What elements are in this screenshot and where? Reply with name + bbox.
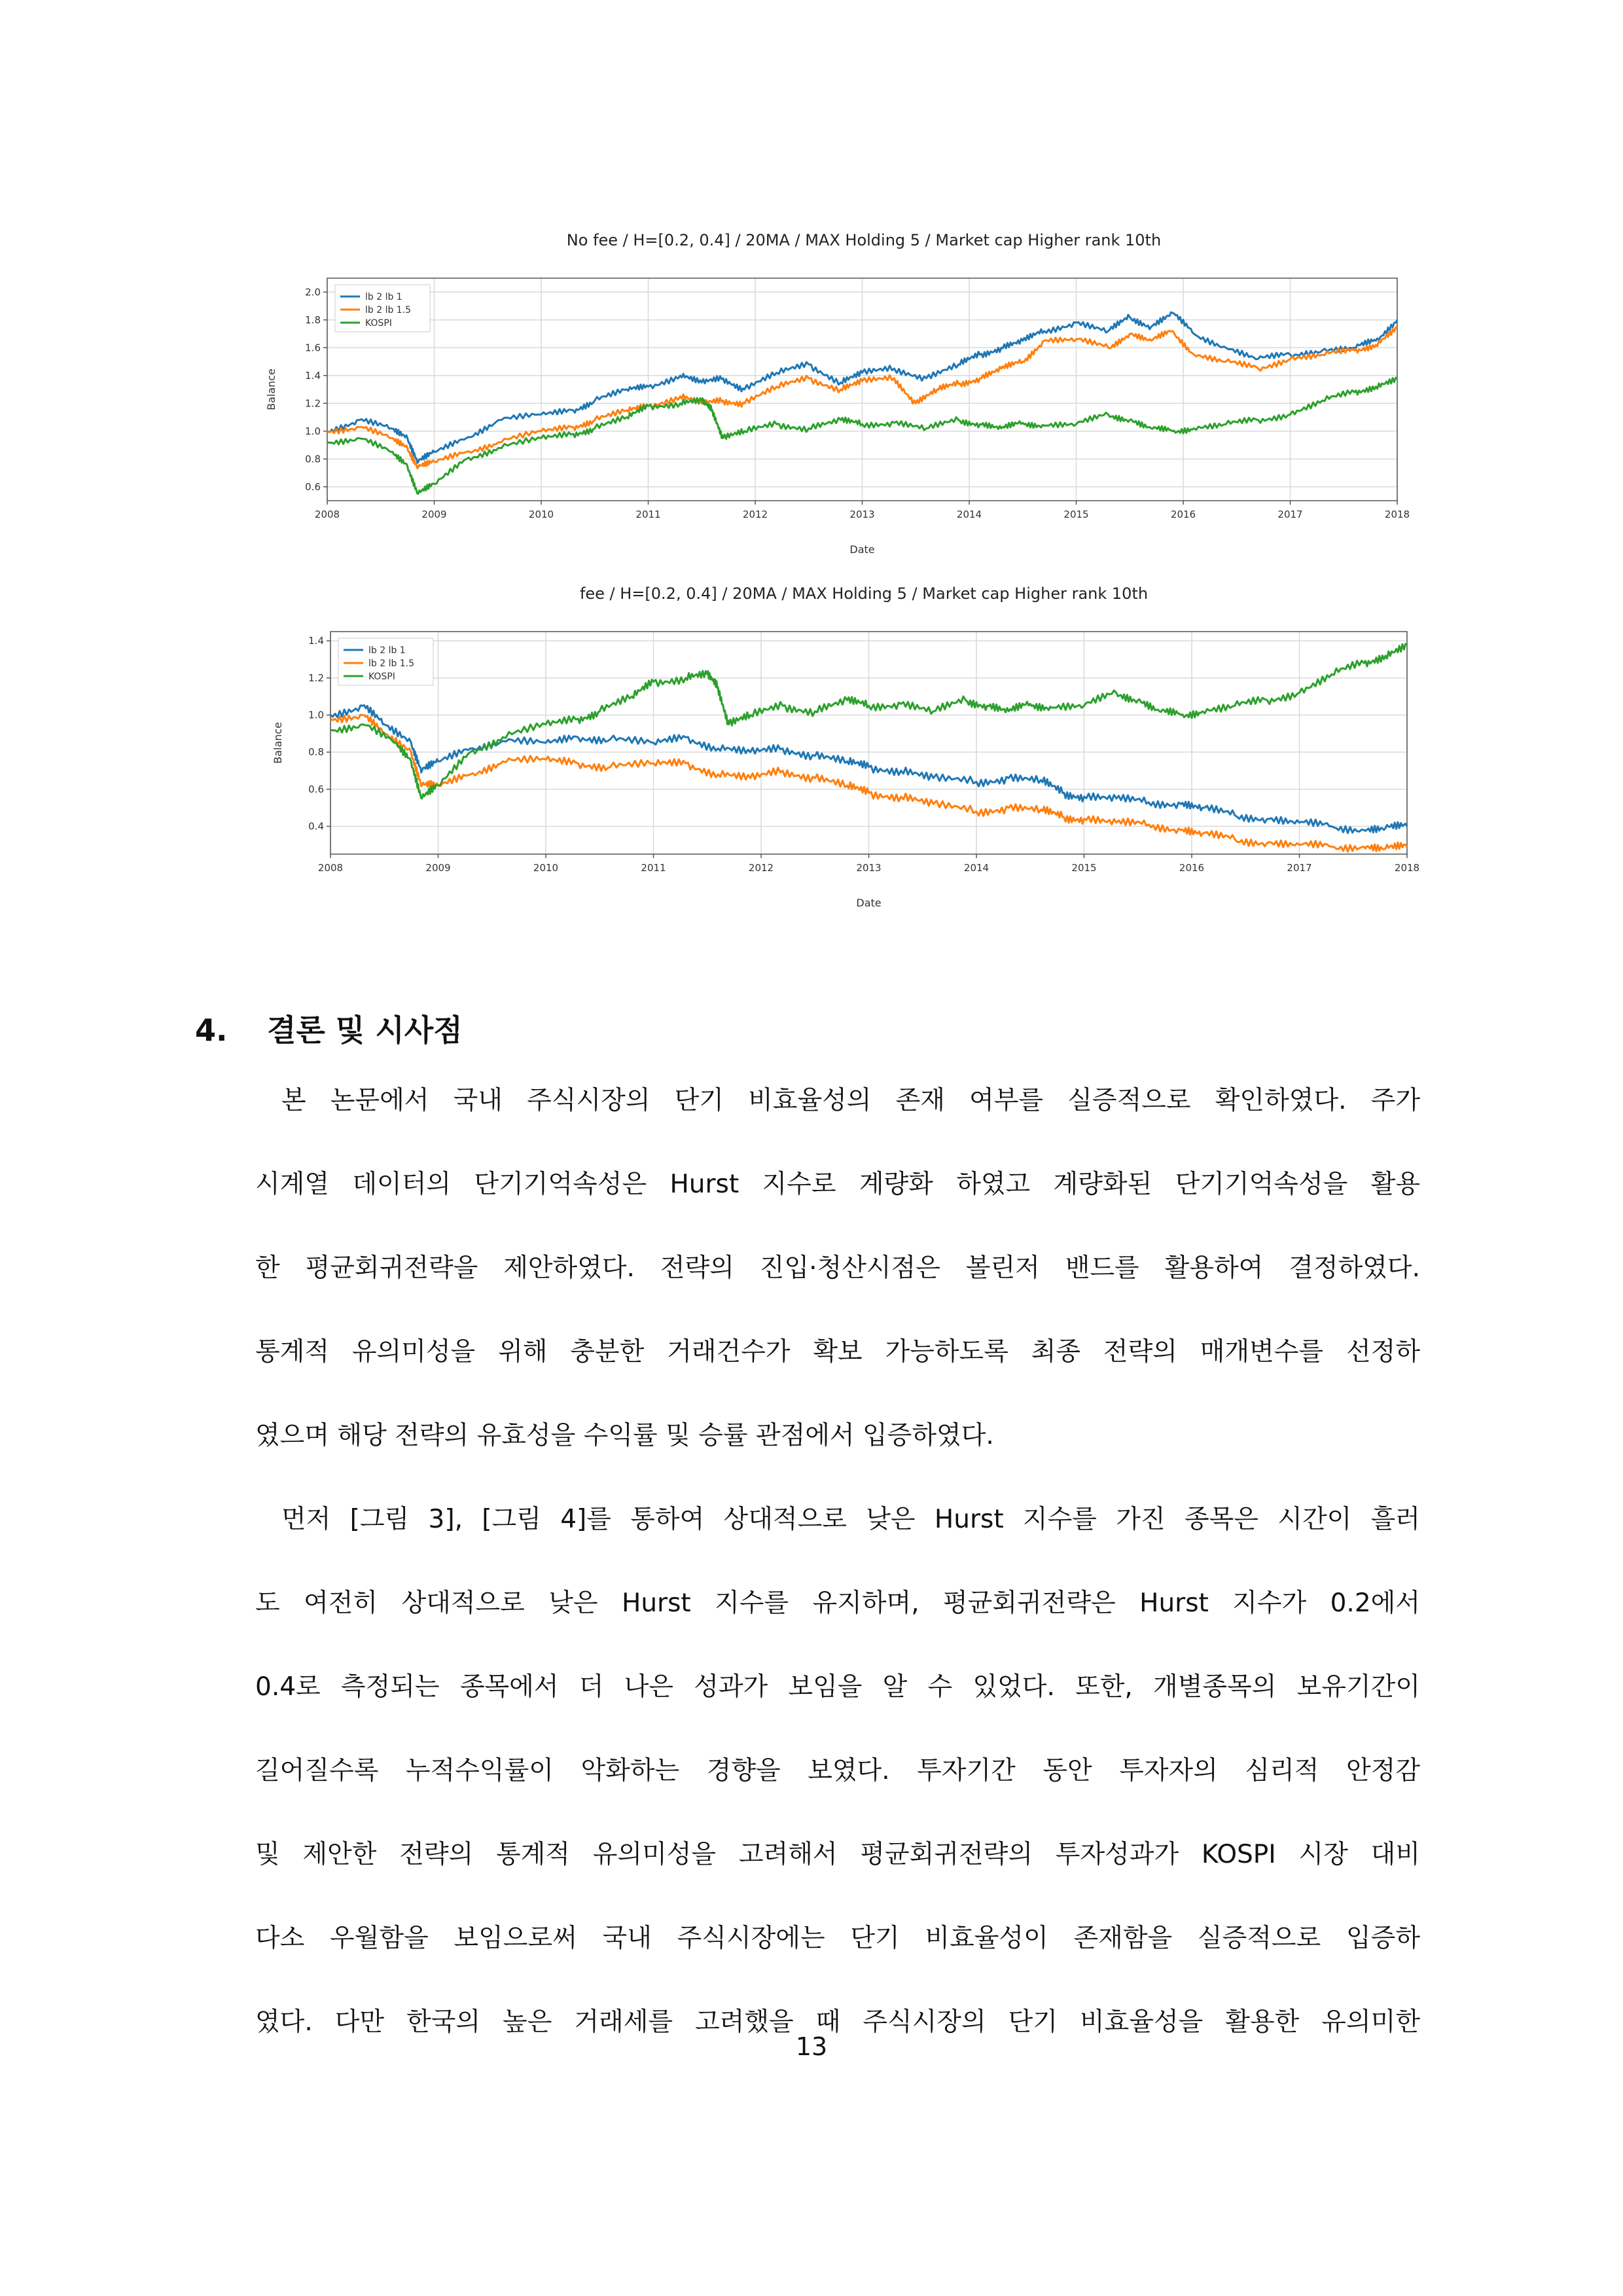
x-tick-label: 2014: [963, 862, 990, 874]
y-tick-label: 1.4: [308, 635, 324, 647]
x-tick-label: 2010: [528, 509, 554, 520]
paragraph-line: 였다. 다만 한국의 높은 거래세를 고려했을 때 주식시장의 단기 비효율성을 활용한 유의미한: [255, 2007, 1420, 2037]
chart-fee: [0, 576, 1623, 916]
y-axis-label: Balance: [272, 722, 284, 764]
x-tick-label: 2011: [641, 862, 666, 874]
chart-title: No fee / H=[0.2, 0.4] / 20MA / MAX Holding 5 / Market cap Higher rank 10th: [566, 231, 1162, 249]
paragraph-line: 본 논문에서 국내 주식시장의 단기 비효율성의 존재 여부를 실증적으로 확인하였다. 주가: [281, 1086, 1420, 1115]
paragraph-line: 0.4로 측정되는 종목에서 더 나은 성과가 보임을 알 수 있었다. 또한, 개별종목의 보유기간이: [255, 1672, 1420, 1702]
x-tick-label: 2009: [421, 509, 447, 520]
paragraph-line: 다소 우월함을 보임으로써 국내 주식시장에는 단기 비효율성이 존재함을 실증적으로 입증하: [255, 1924, 1420, 1953]
y-tick-label: 2.0: [305, 286, 321, 298]
x-tick-label: 2016: [1179, 862, 1205, 874]
paragraph-line: 도 여전히 상대적으로 낮은 Hurst 지수를 유지하며, 평균회귀전략은 Hurst 지수가 0.2에서: [255, 1588, 1420, 1618]
x-tick-label: 2008: [314, 509, 340, 520]
x-tick-label: 2011: [635, 509, 661, 520]
paragraph-line: 시계열 데이터의 단기기억속성은 Hurst 지수로 계량화 하였고 계량화된 단기기억속성을 활용: [255, 1170, 1420, 1199]
y-axis-label: Balance: [265, 368, 277, 410]
legend-label: lb 2 lb 1.5: [368, 658, 415, 669]
chart-no-fee: [0, 223, 1623, 563]
y-tick-label: 1.4: [305, 369, 321, 382]
y-tick-label: 1.8: [305, 314, 321, 326]
x-tick-label: 2013: [849, 509, 875, 520]
x-tick-label: 2013: [856, 862, 882, 874]
section-heading: [195, 1007, 463, 1050]
y-tick-label: 0.6: [305, 480, 321, 493]
y-tick-label: 1.0: [308, 709, 324, 721]
paragraph-line: 한 평균회귀전략을 제안하였다. 전략의 진입·청산시점은 볼린저 밴드를 활용하여 결정하였다.: [255, 1253, 1420, 1283]
paragraph-line: 길어질수록 누적수익률이 악화하는 경향을 보였다. 투자기간 동안 투자자의 심리적 안정감: [255, 1756, 1420, 1785]
chart-no-fee-svg: [0, 223, 1623, 563]
x-tick-label: 2009: [425, 862, 451, 874]
y-tick-label: 1.0: [305, 425, 321, 437]
x-axis-label: Date: [849, 543, 875, 556]
x-tick-label: 2015: [1063, 509, 1089, 520]
x-tick-label: 2012: [748, 862, 774, 874]
chart-fee-svg: [0, 576, 1623, 916]
y-tick-label: 1.2: [305, 397, 321, 410]
y-tick-label: 0.6: [308, 783, 324, 795]
chart-title: fee / H=[0.2, 0.4] / 20MA / MAX Holding 5 / Market cap Higher rank 10th: [579, 584, 1149, 603]
paragraph-1: [255, 1080, 1420, 1499]
y-tick-label: 1.2: [308, 672, 324, 684]
paragraph-line: 먼저 [그림 3], [그림 4]를 통하여 상대적으로 낮은 Hurst 지수를 가진 종목은 시간이 흘러: [281, 1505, 1420, 1534]
section-number: 4.: [195, 1013, 228, 1048]
section-title: 결론 및 시사점: [267, 1013, 463, 1048]
x-tick-label: 2015: [1071, 862, 1097, 874]
y-tick-label: 0.4: [308, 820, 324, 833]
legend-label: KOSPI: [368, 672, 395, 682]
x-tick-label: 2018: [1384, 509, 1410, 520]
x-tick-label: 2017: [1287, 862, 1312, 874]
paragraph-line: 였으며 해당 전략의 유효성을 수익률 및 승률 관점에서 입증하였다.: [255, 1421, 994, 1450]
legend-label: lb 2 lb 1: [365, 292, 402, 302]
y-tick-label: 0.8: [305, 453, 321, 465]
x-tick-label: 2018: [1394, 862, 1420, 874]
x-axis-label: Date: [856, 897, 882, 909]
x-tick-label: 2016: [1170, 509, 1196, 520]
legend-label: KOSPI: [365, 318, 392, 329]
x-tick-label: 2010: [533, 862, 559, 874]
x-tick-label: 2012: [742, 509, 768, 520]
page-number: 13: [795, 2032, 828, 2061]
paragraph-2: [255, 1499, 1420, 2085]
x-tick-label: 2008: [317, 862, 344, 874]
x-tick-label: 2017: [1277, 509, 1303, 520]
legend-label: lb 2 lb 1.5: [365, 305, 412, 315]
y-tick-label: 0.8: [308, 746, 324, 759]
paragraph-line: 통계적 유의미성을 위해 충분한 거래건수가 확보 가능하도록 최종 전략의 매개변수를 선정하: [255, 1337, 1420, 1367]
paragraph-line: 및 제안한 전략의 통계적 유의미성을 고려해서 평균회귀전략의 투자성과가 KOSPI 시장 대비: [255, 1840, 1420, 1869]
legend-label: lb 2 lb 1: [368, 645, 406, 656]
y-tick-label: 1.6: [305, 342, 321, 354]
x-tick-label: 2014: [956, 509, 982, 520]
